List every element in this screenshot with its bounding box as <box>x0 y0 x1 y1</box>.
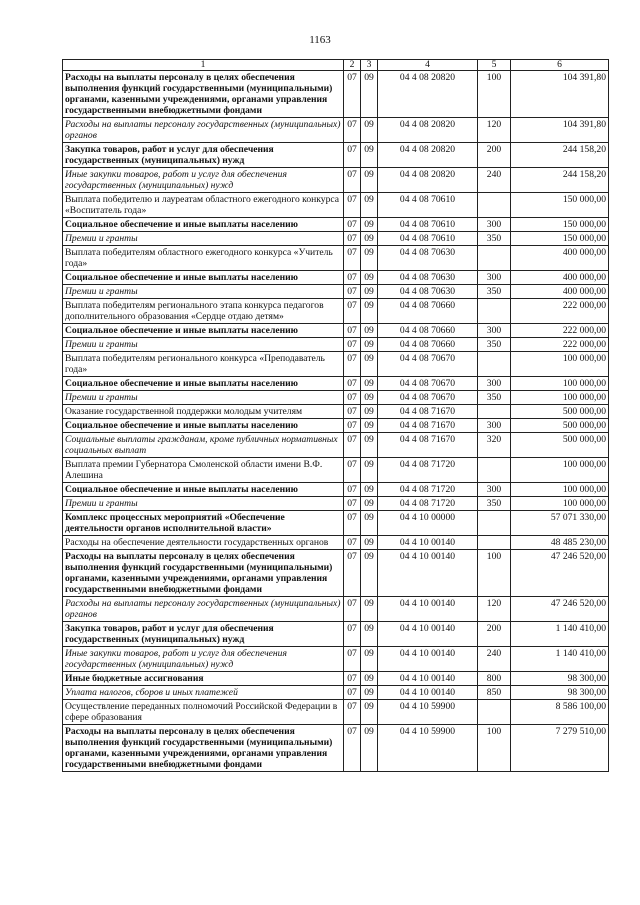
table-row <box>63 672 609 686</box>
subsection-code-cell: 09 <box>361 193 378 218</box>
subsection-code-cell: 09 <box>361 700 378 725</box>
target-article-cell: 04 4 08 70610 <box>378 218 478 232</box>
table-row <box>63 483 609 497</box>
expense-type-cell: 320 <box>478 433 511 458</box>
table-row <box>63 686 609 700</box>
subsection-code-cell: 09 <box>361 324 378 338</box>
table-row <box>63 433 609 458</box>
target-article-cell: 04 4 08 70610 <box>378 193 478 218</box>
subsection-code-cell: 09 <box>361 536 378 550</box>
row-name-cell: Социальное обеспечение и иные выплаты населению <box>63 419 344 433</box>
expense-type-cell: 350 <box>478 497 511 511</box>
table-row <box>63 511 609 536</box>
section-code-cell: 07 <box>344 285 361 299</box>
target-article-cell: 04 4 10 00140 <box>378 550 478 597</box>
table-row <box>63 391 609 405</box>
expense-type-cell: 120 <box>478 118 511 143</box>
amount-cell: 150 000,00 <box>511 218 609 232</box>
row-name-cell: Иные закупки товаров, работ и услуг для обеспечения государственных (муниципальных) нужд <box>63 647 344 672</box>
section-code-cell: 07 <box>344 246 361 271</box>
table-row <box>63 647 609 672</box>
row-name-cell: Социальное обеспечение и иные выплаты населению <box>63 271 344 285</box>
target-article-cell: 04 4 08 71670 <box>378 405 478 419</box>
table-row <box>63 405 609 419</box>
section-code-cell: 07 <box>344 725 361 772</box>
expense-type-cell: 240 <box>478 168 511 193</box>
target-article-cell: 04 4 08 20820 <box>378 118 478 143</box>
target-article-cell: 04 4 08 70630 <box>378 285 478 299</box>
target-article-cell: 04 4 08 70660 <box>378 299 478 324</box>
table-row <box>63 324 609 338</box>
subsection-code-cell: 09 <box>361 391 378 405</box>
amount-cell: 244 158,20 <box>511 143 609 168</box>
row-name-cell: Расходы на выплаты персоналу государственных (муниципальных) органов <box>63 597 344 622</box>
row-name-cell: Премии и гранты <box>63 232 344 246</box>
row-name-cell: Расходы на обеспечение деятельности государственных органов <box>63 536 344 550</box>
subsection-code-cell: 09 <box>361 338 378 352</box>
expense-type-cell: 300 <box>478 419 511 433</box>
subsection-code-cell: 09 <box>361 271 378 285</box>
target-article-cell: 04 4 08 70630 <box>378 246 478 271</box>
row-name-cell: Выплата победителям областного ежегодного конкурса «Учитель года» <box>63 246 344 271</box>
table-row <box>63 550 609 597</box>
amount-cell: 8 586 100,00 <box>511 700 609 725</box>
section-code-cell: 07 <box>344 686 361 700</box>
section-code-cell: 07 <box>344 700 361 725</box>
expense-type-cell: 200 <box>478 143 511 168</box>
table-row <box>63 285 609 299</box>
column-header: 2 <box>344 60 361 71</box>
subsection-code-cell: 09 <box>361 352 378 377</box>
amount-cell: 47 246 520,00 <box>511 597 609 622</box>
amount-cell: 1 140 410,00 <box>511 622 609 647</box>
row-name-cell: Премии и гранты <box>63 285 344 299</box>
target-article-cell: 04 4 10 00000 <box>378 511 478 536</box>
target-article-cell: 04 4 08 70670 <box>378 391 478 405</box>
section-code-cell: 07 <box>344 433 361 458</box>
page-number: 1163 <box>309 34 331 46</box>
section-code-cell: 07 <box>344 419 361 433</box>
subsection-code-cell: 09 <box>361 483 378 497</box>
target-article-cell: 04 4 10 00140 <box>378 536 478 550</box>
subsection-code-cell: 09 <box>361 550 378 597</box>
target-article-cell: 04 4 08 20820 <box>378 143 478 168</box>
amount-cell: 100 000,00 <box>511 391 609 405</box>
table-row <box>63 118 609 143</box>
section-code-cell: 07 <box>344 483 361 497</box>
row-name-cell: Премии и гранты <box>63 497 344 511</box>
subsection-code-cell: 09 <box>361 511 378 536</box>
target-article-cell: 04 4 08 71670 <box>378 433 478 458</box>
section-code-cell: 07 <box>344 647 361 672</box>
row-name-cell: Иные бюджетные ассигнования <box>63 672 344 686</box>
subsection-code-cell: 09 <box>361 118 378 143</box>
row-name-cell: Закупка товаров, работ и услуг для обеспечения государственных (муниципальных) нужд <box>63 622 344 647</box>
section-code-cell: 07 <box>344 271 361 285</box>
row-name-cell: Оказание государственной поддержки молодым учителям <box>63 405 344 419</box>
row-name-cell: Социальные выплаты гражданам, кроме публичных нормативных социальных выплат <box>63 433 344 458</box>
row-name-cell: Премии и гранты <box>63 391 344 405</box>
amount-cell: 100 000,00 <box>511 483 609 497</box>
target-article-cell: 04 4 08 20820 <box>378 168 478 193</box>
target-article-cell: 04 4 08 70630 <box>378 271 478 285</box>
row-name-cell: Расходы на выплаты персоналу в целях обеспечения выполнения функций государственными (муниципальными) органами, казенными учреждениями, органами управления государственными внебюджетными фондами <box>63 725 344 772</box>
table-body <box>63 71 609 772</box>
table-row <box>63 193 609 218</box>
row-name-cell: Расходы на выплаты персоналу в целях обеспечения выполнения функций государственными (муниципальными) органами, казенными учреждениями, органами управления государственными внебюджетными фондами <box>63 550 344 597</box>
section-code-cell: 07 <box>344 597 361 622</box>
expense-type-cell <box>478 299 511 324</box>
amount-cell: 100 000,00 <box>511 458 609 483</box>
row-name-cell: Расходы на выплаты персоналу в целях обеспечения выполнения функций государственными (муниципальными) органами, казенными учреждениями, органами управления государственными внебюджетными фондами <box>63 71 344 118</box>
expense-type-cell: 350 <box>478 285 511 299</box>
target-article-cell: 04 4 10 00140 <box>378 597 478 622</box>
row-name-cell: Социальное обеспечение и иные выплаты населению <box>63 324 344 338</box>
amount-cell: 1 140 410,00 <box>511 647 609 672</box>
table-row <box>63 246 609 271</box>
row-name-cell: Иные закупки товаров, работ и услуг для обеспечения государственных (муниципальных) нужд <box>63 168 344 193</box>
target-article-cell: 04 4 08 71670 <box>378 419 478 433</box>
section-code-cell: 07 <box>344 391 361 405</box>
section-code-cell: 07 <box>344 232 361 246</box>
amount-cell: 222 000,00 <box>511 338 609 352</box>
amount-cell: 222 000,00 <box>511 299 609 324</box>
row-name-cell: Социальное обеспечение и иные выплаты населению <box>63 218 344 232</box>
expense-type-cell: 100 <box>478 550 511 597</box>
section-code-cell: 07 <box>344 672 361 686</box>
amount-cell: 400 000,00 <box>511 271 609 285</box>
amount-cell: 400 000,00 <box>511 285 609 299</box>
budget-table <box>62 59 609 772</box>
amount-cell: 400 000,00 <box>511 246 609 271</box>
target-article-cell: 04 4 08 70660 <box>378 324 478 338</box>
amount-cell: 48 485 230,00 <box>511 536 609 550</box>
table-row <box>63 725 609 772</box>
table-row <box>63 597 609 622</box>
section-code-cell: 07 <box>344 458 361 483</box>
column-header: 1 <box>63 60 344 71</box>
section-code-cell: 07 <box>344 622 361 647</box>
subsection-code-cell: 09 <box>361 218 378 232</box>
table-row <box>63 458 609 483</box>
expense-type-cell <box>478 246 511 271</box>
expense-type-cell: 350 <box>478 338 511 352</box>
target-article-cell: 04 4 10 00140 <box>378 647 478 672</box>
table-row <box>63 419 609 433</box>
table-row <box>63 271 609 285</box>
expense-type-cell: 100 <box>478 71 511 118</box>
expense-type-cell <box>478 193 511 218</box>
section-code-cell: 07 <box>344 405 361 419</box>
expense-type-cell: 120 <box>478 597 511 622</box>
target-article-cell: 04 4 08 70660 <box>378 338 478 352</box>
section-code-cell: 07 <box>344 338 361 352</box>
table-row <box>63 352 609 377</box>
subsection-code-cell: 09 <box>361 433 378 458</box>
amount-cell: 98 300,00 <box>511 672 609 686</box>
row-name-cell: Расходы на выплаты персоналу государственных (муниципальных) органов <box>63 118 344 143</box>
subsection-code-cell: 09 <box>361 597 378 622</box>
expense-type-cell: 100 <box>478 725 511 772</box>
amount-cell: 100 000,00 <box>511 377 609 391</box>
expense-type-cell: 300 <box>478 483 511 497</box>
subsection-code-cell: 09 <box>361 672 378 686</box>
section-code-cell: 07 <box>344 193 361 218</box>
subsection-code-cell: 09 <box>361 405 378 419</box>
amount-cell: 150 000,00 <box>511 193 609 218</box>
subsection-code-cell: 09 <box>361 377 378 391</box>
row-name-cell: Выплата победителям регионального этапа конкурса педагогов дополнительного образования «Сердце отдаю детям» <box>63 299 344 324</box>
expense-type-cell: 850 <box>478 686 511 700</box>
amount-cell: 150 000,00 <box>511 232 609 246</box>
expense-type-cell: 200 <box>478 622 511 647</box>
section-code-cell: 07 <box>344 168 361 193</box>
table-row <box>63 622 609 647</box>
expense-type-cell: 800 <box>478 672 511 686</box>
target-article-cell: 04 4 08 70670 <box>378 352 478 377</box>
subsection-code-cell: 09 <box>361 458 378 483</box>
table-row <box>63 700 609 725</box>
table-row <box>63 71 609 118</box>
target-article-cell: 04 4 08 71720 <box>378 497 478 511</box>
amount-cell: 47 246 520,00 <box>511 550 609 597</box>
expense-type-cell <box>478 700 511 725</box>
expense-type-cell: 350 <box>478 391 511 405</box>
amount-cell: 500 000,00 <box>511 405 609 419</box>
amount-cell: 7 279 510,00 <box>511 725 609 772</box>
target-article-cell: 04 4 10 00140 <box>378 622 478 647</box>
expense-type-cell: 300 <box>478 271 511 285</box>
section-code-cell: 07 <box>344 324 361 338</box>
expense-type-cell: 240 <box>478 647 511 672</box>
table-row <box>63 143 609 168</box>
amount-cell: 104 391,80 <box>511 71 609 118</box>
section-code-cell: 07 <box>344 71 361 118</box>
row-name-cell: Социальное обеспечение и иные выплаты населению <box>63 377 344 391</box>
amount-cell: 244 158,20 <box>511 168 609 193</box>
subsection-code-cell: 09 <box>361 71 378 118</box>
row-name-cell: Комплекс процессных мероприятий «Обеспечение деятельности органов исполнительной власти» <box>63 511 344 536</box>
table-row <box>63 168 609 193</box>
subsection-code-cell: 09 <box>361 143 378 168</box>
target-article-cell: 04 4 08 71720 <box>378 458 478 483</box>
column-header: 5 <box>478 60 511 71</box>
row-name-cell: Осуществление переданных полномочий Российской Федерации в сфере образования <box>63 700 344 725</box>
target-article-cell: 04 4 10 00140 <box>378 686 478 700</box>
amount-cell: 100 000,00 <box>511 352 609 377</box>
subsection-code-cell: 09 <box>361 232 378 246</box>
amount-cell: 100 000,00 <box>511 497 609 511</box>
target-article-cell: 04 4 10 59900 <box>378 700 478 725</box>
section-code-cell: 07 <box>344 143 361 168</box>
row-name-cell: Закупка товаров, работ и услуг для обеспечения государственных (муниципальных) нужд <box>63 143 344 168</box>
table-row <box>63 232 609 246</box>
target-article-cell: 04 4 08 70610 <box>378 232 478 246</box>
amount-cell: 222 000,00 <box>511 324 609 338</box>
expense-type-cell <box>478 511 511 536</box>
subsection-code-cell: 09 <box>361 419 378 433</box>
amount-cell: 104 391,80 <box>511 118 609 143</box>
table-row <box>63 497 609 511</box>
table-row <box>63 338 609 352</box>
subsection-code-cell: 09 <box>361 299 378 324</box>
target-article-cell: 04 4 08 71720 <box>378 483 478 497</box>
expense-type-cell <box>478 352 511 377</box>
section-code-cell: 07 <box>344 497 361 511</box>
column-header: 4 <box>378 60 478 71</box>
row-name-cell: Премии и гранты <box>63 338 344 352</box>
section-code-cell: 07 <box>344 536 361 550</box>
row-name-cell: Выплата победителям регионального конкурса «Преподаватель года» <box>63 352 344 377</box>
column-header: 6 <box>511 60 609 71</box>
expense-type-cell: 350 <box>478 232 511 246</box>
amount-cell: 500 000,00 <box>511 433 609 458</box>
subsection-code-cell: 09 <box>361 686 378 700</box>
section-code-cell: 07 <box>344 118 361 143</box>
table-row <box>63 218 609 232</box>
target-article-cell: 04 4 10 59900 <box>378 725 478 772</box>
target-article-cell: 04 4 10 00140 <box>378 672 478 686</box>
section-code-cell: 07 <box>344 218 361 232</box>
row-name-cell: Социальное обеспечение и иные выплаты населению <box>63 483 344 497</box>
amount-cell: 500 000,00 <box>511 419 609 433</box>
expense-type-cell <box>478 405 511 419</box>
row-name-cell: Выплата премии Губернатора Смоленской области имени В.Ф. Алешина <box>63 458 344 483</box>
expense-type-cell <box>478 536 511 550</box>
section-code-cell: 07 <box>344 550 361 597</box>
amount-cell: 98 300,00 <box>511 686 609 700</box>
section-code-cell: 07 <box>344 511 361 536</box>
row-name-cell: Уплата налогов, сборов и иных платежей <box>63 686 344 700</box>
amount-cell: 57 071 330,00 <box>511 511 609 536</box>
section-code-cell: 07 <box>344 299 361 324</box>
subsection-code-cell: 09 <box>361 497 378 511</box>
expense-type-cell: 300 <box>478 377 511 391</box>
row-name-cell: Выплата победителю и лауреатам областного ежегодного конкурса «Воспитатель года» <box>63 193 344 218</box>
table-row <box>63 536 609 550</box>
section-code-cell: 07 <box>344 352 361 377</box>
subsection-code-cell: 09 <box>361 285 378 299</box>
subsection-code-cell: 09 <box>361 622 378 647</box>
expense-type-cell: 300 <box>478 218 511 232</box>
table-row <box>63 377 609 391</box>
table-row <box>63 299 609 324</box>
expense-type-cell <box>478 458 511 483</box>
subsection-code-cell: 09 <box>361 647 378 672</box>
table-header-row <box>63 60 609 71</box>
target-article-cell: 04 4 08 70670 <box>378 377 478 391</box>
subsection-code-cell: 09 <box>361 725 378 772</box>
subsection-code-cell: 09 <box>361 246 378 271</box>
section-code-cell: 07 <box>344 377 361 391</box>
target-article-cell: 04 4 08 20820 <box>378 71 478 118</box>
column-header: 3 <box>361 60 378 71</box>
subsection-code-cell: 09 <box>361 168 378 193</box>
expense-type-cell: 300 <box>478 324 511 338</box>
